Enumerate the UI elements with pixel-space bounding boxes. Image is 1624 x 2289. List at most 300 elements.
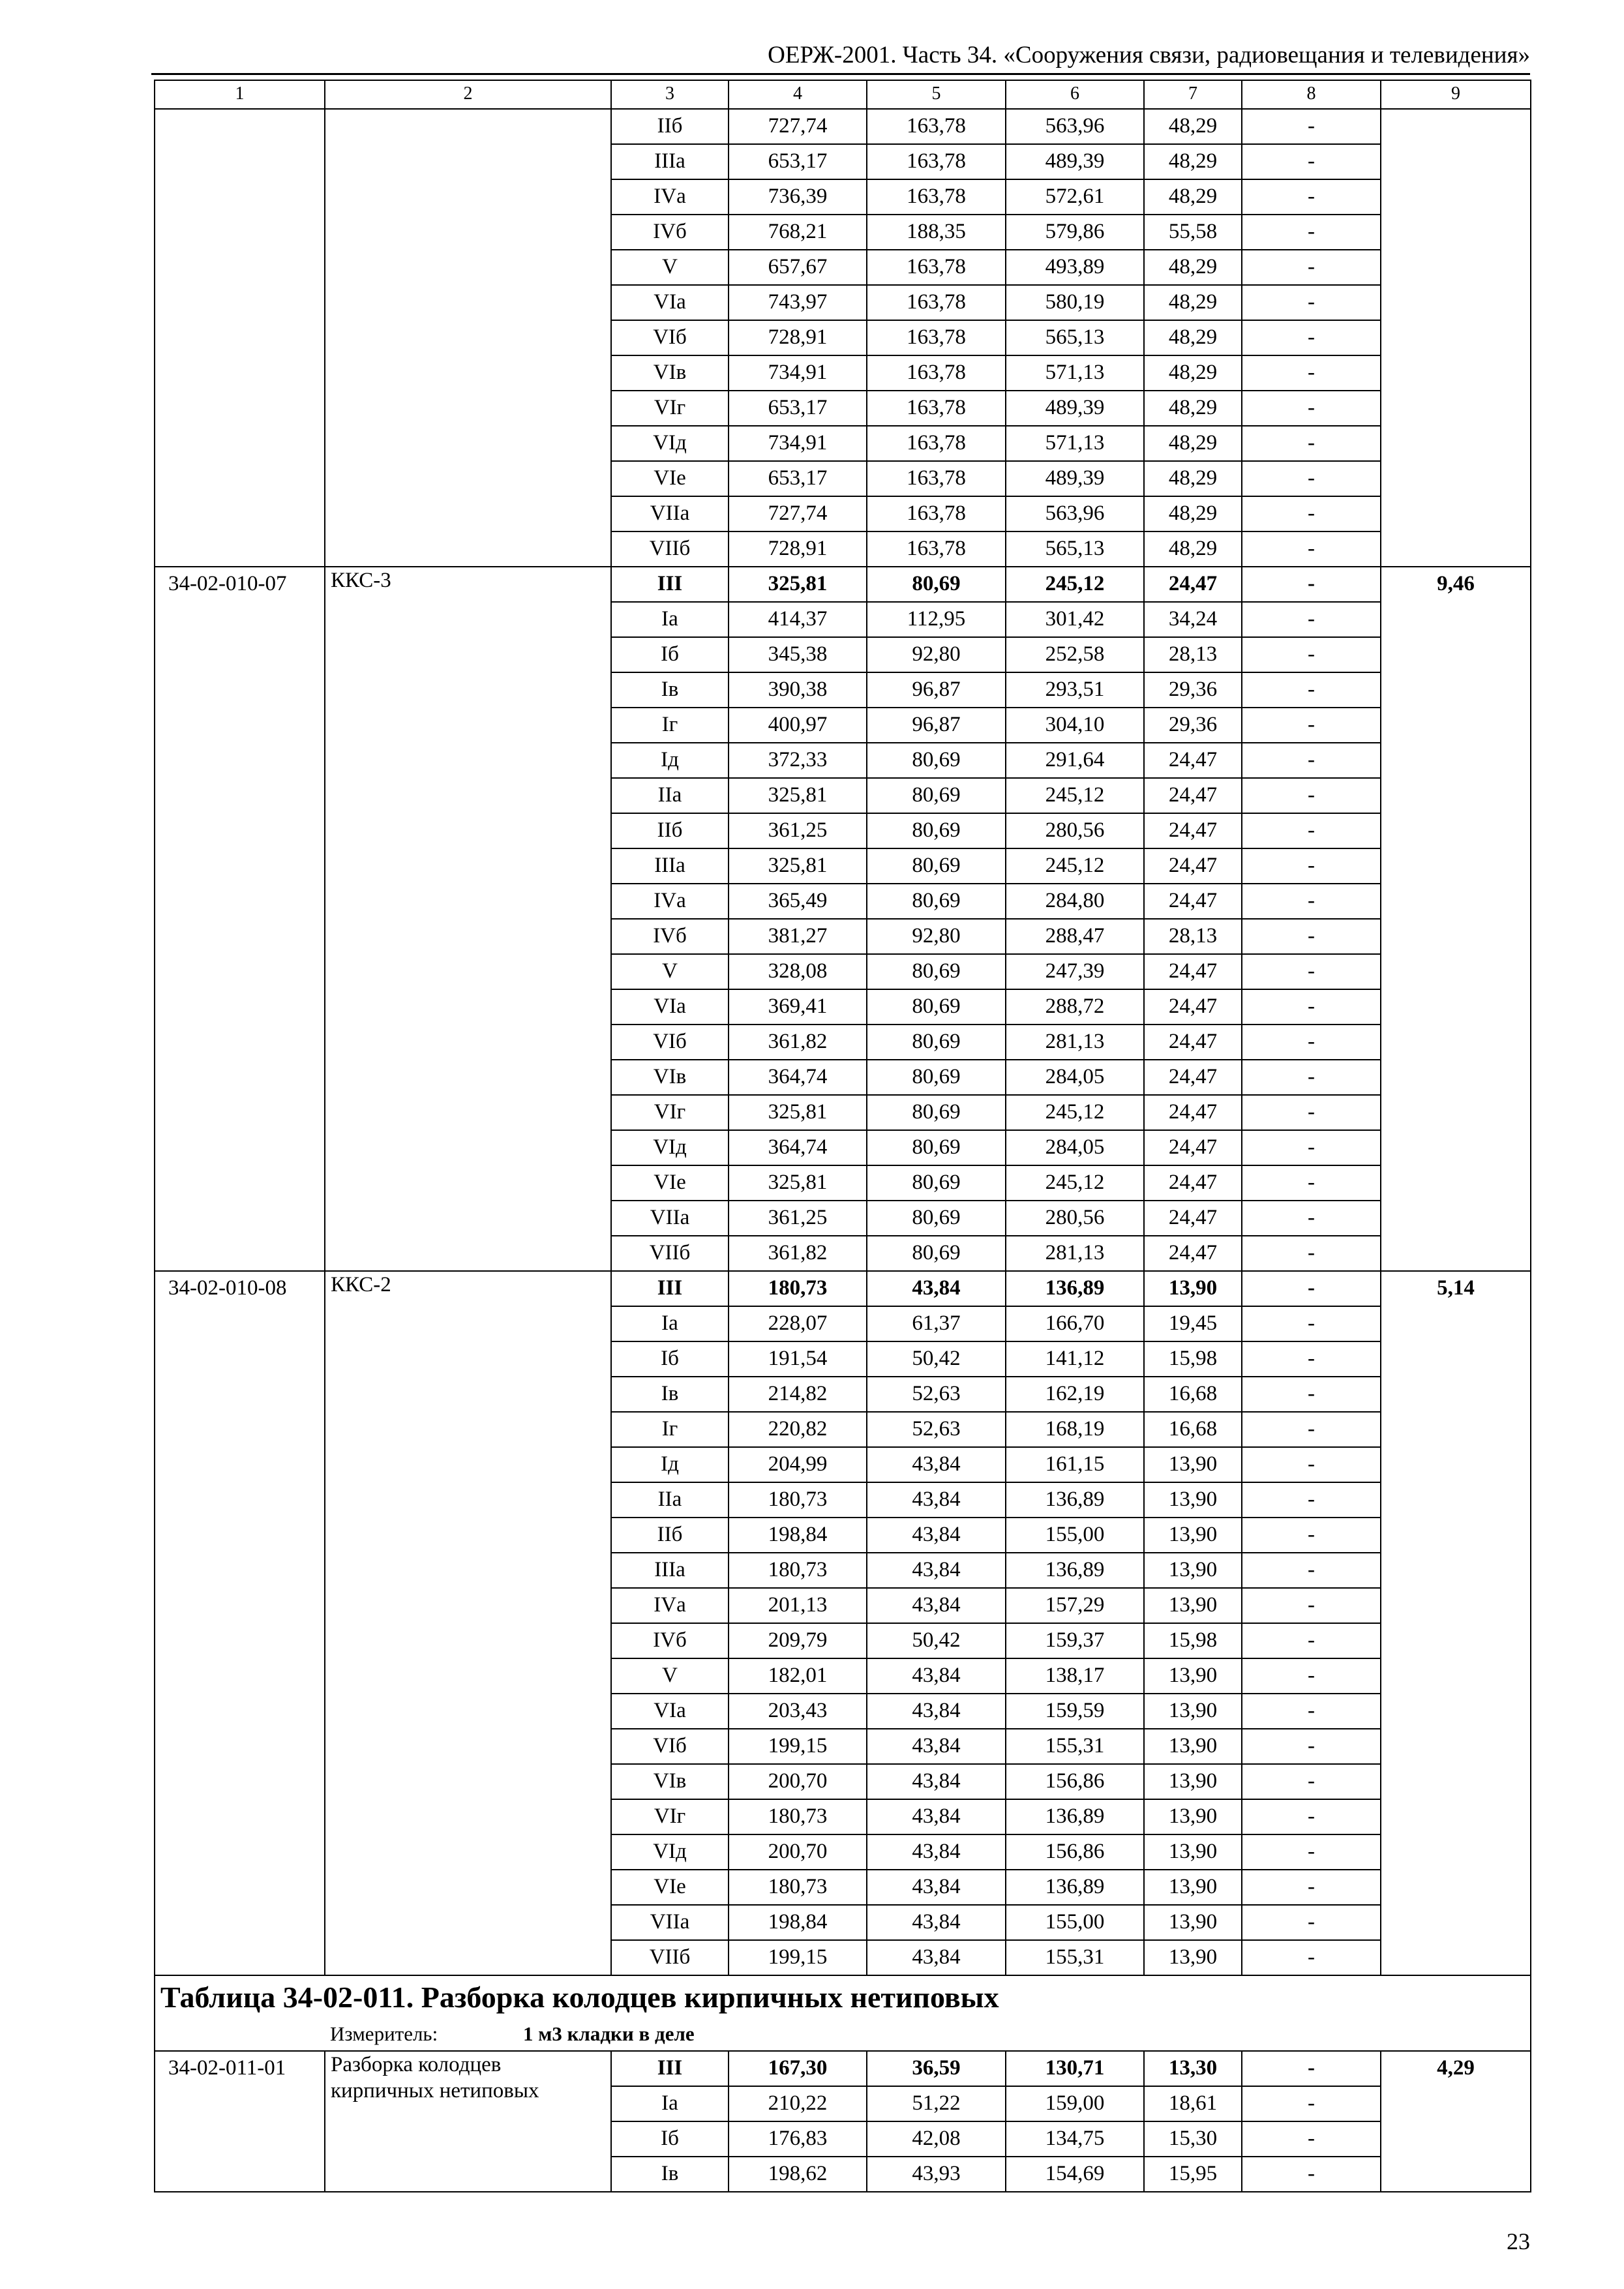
table-cell: 369,41 bbox=[729, 989, 867, 1025]
table-cell: 325,81 bbox=[729, 567, 867, 602]
table-cell: III bbox=[611, 2051, 729, 2086]
table-cell: 653,17 bbox=[729, 461, 867, 496]
measure-cell bbox=[155, 2019, 1531, 2051]
table-cell: 43,84 bbox=[867, 1694, 1006, 1729]
table-cell: - bbox=[1242, 1553, 1381, 1588]
table-cell: 48,29 bbox=[1144, 144, 1242, 179]
measure-label: Измеритель: bbox=[330, 2022, 438, 2045]
table-cell: - bbox=[1242, 2121, 1381, 2157]
table-cell: 42,08 bbox=[867, 2121, 1006, 2157]
table-cell: VIг bbox=[611, 1095, 729, 1130]
table-cell: 180,73 bbox=[729, 1482, 867, 1518]
table-cell: - bbox=[1242, 1271, 1381, 1306]
table-cell: IIа bbox=[611, 1482, 729, 1518]
table-cell: 400,97 bbox=[729, 708, 867, 743]
table-cell: 80,69 bbox=[867, 1236, 1006, 1271]
table-cell: 24,47 bbox=[1144, 567, 1242, 602]
table-cell: 163,78 bbox=[867, 250, 1006, 285]
table-cell: 180,73 bbox=[729, 1870, 867, 1905]
table-cell: VIIа bbox=[611, 1201, 729, 1236]
table-cell: - bbox=[1242, 1165, 1381, 1201]
table-cell: 365,49 bbox=[729, 884, 867, 919]
table-cell: - bbox=[1242, 109, 1381, 144]
table-cell: 18,61 bbox=[1144, 2086, 1242, 2121]
table-cell: - bbox=[1242, 884, 1381, 919]
table-cell: - bbox=[1242, 778, 1381, 813]
table-cell: 180,73 bbox=[729, 1799, 867, 1834]
table-cell: Iб bbox=[611, 2121, 729, 2157]
table-cell: 180,73 bbox=[729, 1271, 867, 1306]
table-title-row bbox=[155, 1975, 1531, 2019]
table-cell: 163,78 bbox=[867, 531, 1006, 567]
table-cell: 565,13 bbox=[1006, 531, 1144, 567]
table-cell: IVб bbox=[611, 919, 729, 954]
table-cell: - bbox=[1242, 1588, 1381, 1623]
table-cell: 301,42 bbox=[1006, 602, 1144, 637]
table-cell: - bbox=[1242, 320, 1381, 355]
table-cell: 13,90 bbox=[1144, 1870, 1242, 1905]
table-cell: IIIа bbox=[611, 1553, 729, 1588]
table-cell: 80,69 bbox=[867, 778, 1006, 813]
table-cell: 48,29 bbox=[1144, 531, 1242, 567]
column-number: 5 bbox=[867, 80, 1006, 109]
table-cell: VIв bbox=[611, 1764, 729, 1799]
table-cell: Iг bbox=[611, 708, 729, 743]
table-cell: 727,74 bbox=[729, 496, 867, 531]
table-cell: 228,07 bbox=[729, 1306, 867, 1341]
table-cell: - bbox=[1242, 1799, 1381, 1834]
table-cell: - bbox=[1242, 1377, 1381, 1412]
table-cell: 156,86 bbox=[1006, 1764, 1144, 1799]
table-cell: VIе bbox=[611, 1870, 729, 1905]
table-cell: 161,15 bbox=[1006, 1447, 1144, 1482]
table-cell: 29,36 bbox=[1144, 708, 1242, 743]
table-cell: VIб bbox=[611, 1025, 729, 1060]
table-cell: 136,89 bbox=[1006, 1870, 1144, 1905]
table-cell: 361,82 bbox=[729, 1236, 867, 1271]
table-cell: - bbox=[1242, 1095, 1381, 1130]
table-cell: 163,78 bbox=[867, 461, 1006, 496]
table-cell: 280,56 bbox=[1006, 1201, 1144, 1236]
table-cell: 198,84 bbox=[729, 1905, 867, 1940]
table-cell: 92,80 bbox=[867, 919, 1006, 954]
table-cell: VIIа bbox=[611, 1905, 729, 1940]
table-cell: 43,84 bbox=[867, 1940, 1006, 1975]
table-cell: 48,29 bbox=[1144, 391, 1242, 426]
table-cell: V bbox=[611, 250, 729, 285]
table-cell: 163,78 bbox=[867, 285, 1006, 320]
table-cell: 167,30 bbox=[729, 2051, 867, 2086]
table-cell: 13,90 bbox=[1144, 1694, 1242, 1729]
table-cell: 51,22 bbox=[867, 2086, 1006, 2121]
table-cell: - bbox=[1242, 708, 1381, 743]
table-cell: Iб bbox=[611, 1341, 729, 1377]
table-cell: 728,91 bbox=[729, 531, 867, 567]
rate-code: 34-02-011-01 bbox=[155, 2051, 325, 2192]
table-cell: 13,90 bbox=[1144, 1940, 1242, 1975]
table-cell: 34,24 bbox=[1144, 602, 1242, 637]
table-cell: - bbox=[1242, 1306, 1381, 1341]
table-cell: 163,78 bbox=[867, 496, 1006, 531]
table-cell: 15,95 bbox=[1144, 2157, 1242, 2192]
table-cell: 247,39 bbox=[1006, 954, 1144, 989]
table-cell: 163,78 bbox=[867, 144, 1006, 179]
table-cell: 24,47 bbox=[1144, 848, 1242, 884]
table-cell: 563,96 bbox=[1006, 109, 1144, 144]
table-cell: 141,12 bbox=[1006, 1341, 1144, 1377]
table-cell: - bbox=[1242, 1482, 1381, 1518]
table-cell: 743,97 bbox=[729, 285, 867, 320]
table-cell: 198,84 bbox=[729, 1518, 867, 1553]
table-cell: Iг bbox=[611, 1412, 729, 1447]
table-cell: - bbox=[1242, 567, 1381, 602]
table-cell: - bbox=[1242, 1834, 1381, 1870]
table-cell: - bbox=[1242, 1905, 1381, 1940]
table-cell: 50,42 bbox=[867, 1341, 1006, 1377]
table-cell: 24,47 bbox=[1144, 1236, 1242, 1271]
table-cell: - bbox=[1242, 2157, 1381, 2192]
table-cell: 214,82 bbox=[729, 1377, 867, 1412]
table-cell: 80,69 bbox=[867, 1130, 1006, 1165]
table-cell: 13,30 bbox=[1144, 2051, 1242, 2086]
table-cell: 43,84 bbox=[867, 1834, 1006, 1870]
table-cell: - bbox=[1242, 355, 1381, 391]
table-cell: - bbox=[1242, 1412, 1381, 1447]
table-cell: 43,84 bbox=[867, 1482, 1006, 1518]
table-cell: 112,95 bbox=[867, 602, 1006, 637]
column-number-row bbox=[155, 80, 1531, 109]
table-cell: - bbox=[1242, 215, 1381, 250]
table-cell: - bbox=[1242, 285, 1381, 320]
table-cell: 80,69 bbox=[867, 1095, 1006, 1130]
table-cell: 130,71 bbox=[1006, 2051, 1144, 2086]
table-cell: 281,13 bbox=[1006, 1236, 1144, 1271]
table-cell: IIIа bbox=[611, 144, 729, 179]
table-cell: 168,19 bbox=[1006, 1412, 1144, 1447]
table-cell: 579,86 bbox=[1006, 215, 1144, 250]
measure-line bbox=[155, 2019, 1530, 2049]
table-cell: 245,12 bbox=[1006, 778, 1144, 813]
table-cell: 48,29 bbox=[1144, 496, 1242, 531]
rates-table bbox=[154, 80, 1531, 2192]
table-cell: - bbox=[1242, 989, 1381, 1025]
table-row bbox=[155, 2051, 1531, 2086]
table-row bbox=[155, 567, 1531, 602]
table-cell: 284,05 bbox=[1006, 1060, 1144, 1095]
table-cell: 734,91 bbox=[729, 355, 867, 391]
table-cell: VIIб bbox=[611, 1940, 729, 1975]
table-cell: 136,89 bbox=[1006, 1553, 1144, 1588]
table-cell: 163,78 bbox=[867, 355, 1006, 391]
table-cell: 43,84 bbox=[867, 1870, 1006, 1905]
table-cell: 156,86 bbox=[1006, 1834, 1144, 1870]
table-cell: - bbox=[1242, 1518, 1381, 1553]
table-cell: - bbox=[1242, 391, 1381, 426]
table-cell: 13,90 bbox=[1144, 1588, 1242, 1623]
table-cell: 293,51 bbox=[1006, 672, 1144, 708]
column-number: 8 bbox=[1242, 80, 1381, 109]
rate-name bbox=[325, 109, 611, 567]
rate-name: Разборка колодцев кирпичных нетиповых bbox=[325, 2051, 611, 2192]
table-cell: Iа bbox=[611, 602, 729, 637]
table-cell: 52,63 bbox=[867, 1412, 1006, 1447]
table-cell: 288,47 bbox=[1006, 919, 1144, 954]
column-number: 1 bbox=[155, 80, 325, 109]
table-cell: Iв bbox=[611, 672, 729, 708]
table-cell: 13,90 bbox=[1144, 1482, 1242, 1518]
table-cell: IVа bbox=[611, 179, 729, 215]
table-cell: 28,13 bbox=[1144, 637, 1242, 672]
table-cell: 43,84 bbox=[867, 1447, 1006, 1482]
table-title-cell bbox=[155, 1975, 1531, 2019]
table-cell: 176,83 bbox=[729, 2121, 867, 2157]
table-cell: - bbox=[1242, 1130, 1381, 1165]
table-cell: 24,47 bbox=[1144, 1095, 1242, 1130]
table-cell: 15,30 bbox=[1144, 2121, 1242, 2157]
table-cell: 209,79 bbox=[729, 1623, 867, 1658]
table-cell: 13,90 bbox=[1144, 1764, 1242, 1799]
column-number: 3 bbox=[611, 80, 729, 109]
table-cell: - bbox=[1242, 1341, 1381, 1377]
table-cell: 43,84 bbox=[867, 1764, 1006, 1799]
table-cell: 565,13 bbox=[1006, 320, 1144, 355]
table-cell: 768,21 bbox=[729, 215, 867, 250]
table-cell: 163,78 bbox=[867, 109, 1006, 144]
table-row bbox=[155, 1271, 1531, 1306]
table-cell: 325,81 bbox=[729, 1095, 867, 1130]
table-cell: - bbox=[1242, 813, 1381, 848]
table-cell: 571,13 bbox=[1006, 355, 1144, 391]
table-cell: 159,00 bbox=[1006, 2086, 1144, 2121]
table-cell: 162,19 bbox=[1006, 1377, 1144, 1412]
table-cell: 328,08 bbox=[729, 954, 867, 989]
table-cell: 48,29 bbox=[1144, 250, 1242, 285]
table-cell: 281,13 bbox=[1006, 1025, 1144, 1060]
table-cell: 36,59 bbox=[867, 2051, 1006, 2086]
table-cell: VIа bbox=[611, 285, 729, 320]
table-cell: 563,96 bbox=[1006, 496, 1144, 531]
table-cell: 280,56 bbox=[1006, 813, 1144, 848]
table-cell: 657,67 bbox=[729, 250, 867, 285]
table-cell: 24,47 bbox=[1144, 813, 1242, 848]
table-cell: 138,17 bbox=[1006, 1658, 1144, 1694]
column-number: 4 bbox=[729, 80, 867, 109]
table-cell: - bbox=[1242, 426, 1381, 461]
table-cell: - bbox=[1242, 1201, 1381, 1236]
table-cell: 43,84 bbox=[867, 1729, 1006, 1764]
rate-name: ККС-3 bbox=[325, 567, 611, 1271]
table-cell: - bbox=[1242, 1764, 1381, 1799]
table-cell: 24,47 bbox=[1144, 1165, 1242, 1201]
table-cell: IIб bbox=[611, 1518, 729, 1553]
table-cell: 50,42 bbox=[867, 1623, 1006, 1658]
rate-code: 34-02-010-07 bbox=[155, 567, 325, 1271]
table-cell: 288,72 bbox=[1006, 989, 1144, 1025]
table-cell: 291,64 bbox=[1006, 743, 1144, 778]
header-rule bbox=[151, 73, 1530, 75]
table-cell: 727,74 bbox=[729, 109, 867, 144]
table-cell: 414,37 bbox=[729, 602, 867, 637]
table-cell: 96,87 bbox=[867, 708, 1006, 743]
labor-total: 5,14 bbox=[1381, 1271, 1531, 1975]
table-cell: 80,69 bbox=[867, 567, 1006, 602]
table-cell: 24,47 bbox=[1144, 778, 1242, 813]
column-number: 2 bbox=[325, 80, 611, 109]
table-cell: - bbox=[1242, 672, 1381, 708]
table-cell: - bbox=[1242, 848, 1381, 884]
table-cell: 154,69 bbox=[1006, 2157, 1144, 2192]
table-cell: 13,90 bbox=[1144, 1271, 1242, 1306]
table-cell: 24,47 bbox=[1144, 743, 1242, 778]
table-cell: 15,98 bbox=[1144, 1341, 1242, 1377]
measure-value: 1 м3 кладки в деле bbox=[523, 2022, 695, 2045]
measure-row bbox=[155, 2019, 1531, 2051]
table-cell: 245,12 bbox=[1006, 567, 1144, 602]
table-cell: IIб bbox=[611, 813, 729, 848]
table-cell: 734,91 bbox=[729, 426, 867, 461]
table-cell: 92,80 bbox=[867, 637, 1006, 672]
table-cell: IIIа bbox=[611, 848, 729, 884]
table-cell: 80,69 bbox=[867, 1060, 1006, 1095]
table-cell: 61,37 bbox=[867, 1306, 1006, 1341]
table-cell: - bbox=[1242, 1060, 1381, 1095]
table-cell: 13,90 bbox=[1144, 1447, 1242, 1482]
table-cell: 284,80 bbox=[1006, 884, 1144, 919]
table-cell: 390,38 bbox=[729, 672, 867, 708]
table-cell: 493,89 bbox=[1006, 250, 1144, 285]
table-cell: 163,78 bbox=[867, 391, 1006, 426]
table-cell: 24,47 bbox=[1144, 1130, 1242, 1165]
table-cell: IVа bbox=[611, 1588, 729, 1623]
table-cell: 201,13 bbox=[729, 1588, 867, 1623]
table-cell: 136,89 bbox=[1006, 1271, 1144, 1306]
table-cell: 43,84 bbox=[867, 1553, 1006, 1588]
table-cell: 325,81 bbox=[729, 1165, 867, 1201]
table-cell: 188,35 bbox=[867, 215, 1006, 250]
table-cell: 80,69 bbox=[867, 884, 1006, 919]
table-cell: 16,68 bbox=[1144, 1377, 1242, 1412]
table-cell: - bbox=[1242, 179, 1381, 215]
column-number: 9 bbox=[1381, 80, 1531, 109]
table-cell: III bbox=[611, 567, 729, 602]
table-cell: Iа bbox=[611, 1306, 729, 1341]
table-cell: 220,82 bbox=[729, 1412, 867, 1447]
table-cell: 155,31 bbox=[1006, 1940, 1144, 1975]
table-cell: - bbox=[1242, 1447, 1381, 1482]
table-cell: IIб bbox=[611, 109, 729, 144]
table-cell: 163,78 bbox=[867, 320, 1006, 355]
table-cell: 203,43 bbox=[729, 1694, 867, 1729]
table-cell: VIб bbox=[611, 1729, 729, 1764]
table-cell: 284,05 bbox=[1006, 1130, 1144, 1165]
table-cell: 653,17 bbox=[729, 144, 867, 179]
table-cell: 28,13 bbox=[1144, 919, 1242, 954]
table-cell: - bbox=[1242, 1623, 1381, 1658]
table-cell: 204,99 bbox=[729, 1447, 867, 1482]
table-cell: 80,69 bbox=[867, 813, 1006, 848]
table-cell: 653,17 bbox=[729, 391, 867, 426]
table-cell: - bbox=[1242, 461, 1381, 496]
table-cell: 159,59 bbox=[1006, 1694, 1144, 1729]
table-cell: 48,29 bbox=[1144, 109, 1242, 144]
table-cell: - bbox=[1242, 1729, 1381, 1764]
rate-code bbox=[155, 109, 325, 567]
table-cell: Iа bbox=[611, 2086, 729, 2121]
table-cell: 304,10 bbox=[1006, 708, 1144, 743]
table-cell: Iв bbox=[611, 2157, 729, 2192]
labor-total: 9,46 bbox=[1381, 567, 1531, 1271]
table-cell: - bbox=[1242, 1870, 1381, 1905]
table-cell: 361,25 bbox=[729, 813, 867, 848]
table-cell: VIв bbox=[611, 1060, 729, 1095]
table-cell: 43,93 bbox=[867, 2157, 1006, 2192]
running-header: ОЕРЖ-2001. Часть 34. «Сооружения связи, радиовещания и телевидения» bbox=[768, 42, 1530, 68]
table-cell: - bbox=[1242, 250, 1381, 285]
table-cell: 13,90 bbox=[1144, 1799, 1242, 1834]
table-cell: - bbox=[1242, 144, 1381, 179]
table-cell: 16,68 bbox=[1144, 1412, 1242, 1447]
table-cell: 80,69 bbox=[867, 743, 1006, 778]
table-cell: 13,90 bbox=[1144, 1658, 1242, 1694]
table-cell: 572,61 bbox=[1006, 179, 1144, 215]
table-cell: 24,47 bbox=[1144, 1060, 1242, 1095]
table-cell: 80,69 bbox=[867, 1165, 1006, 1201]
table-cell: IVб bbox=[611, 1623, 729, 1658]
table-cell: 361,82 bbox=[729, 1025, 867, 1060]
table-cell: 361,25 bbox=[729, 1201, 867, 1236]
table-cell: Iб bbox=[611, 637, 729, 672]
table-cell: 48,29 bbox=[1144, 461, 1242, 496]
table-cell: 200,70 bbox=[729, 1834, 867, 1870]
table-cell: 43,84 bbox=[867, 1518, 1006, 1553]
table-cell: - bbox=[1242, 954, 1381, 989]
table-cell: - bbox=[1242, 1940, 1381, 1975]
table-cell: 200,70 bbox=[729, 1764, 867, 1799]
table-cell: 15,98 bbox=[1144, 1623, 1242, 1658]
table-cell: VIе bbox=[611, 461, 729, 496]
table-cell: 48,29 bbox=[1144, 179, 1242, 215]
table-cell: 736,39 bbox=[729, 179, 867, 215]
table-cell: 489,39 bbox=[1006, 391, 1144, 426]
table-cell: 43,84 bbox=[867, 1905, 1006, 1940]
table-cell: VIа bbox=[611, 1694, 729, 1729]
table-cell: 210,22 bbox=[729, 2086, 867, 2121]
table-cell: 364,74 bbox=[729, 1130, 867, 1165]
table-cell: - bbox=[1242, 919, 1381, 954]
table-cell: 80,69 bbox=[867, 1201, 1006, 1236]
table-row bbox=[155, 109, 1531, 144]
table-cell: 13,90 bbox=[1144, 1905, 1242, 1940]
table-cell: 163,78 bbox=[867, 179, 1006, 215]
table-cell: 80,69 bbox=[867, 848, 1006, 884]
column-number: 7 bbox=[1144, 80, 1242, 109]
table-cell: 134,75 bbox=[1006, 2121, 1144, 2157]
table-cell: VIд bbox=[611, 426, 729, 461]
table-cell: 48,29 bbox=[1144, 320, 1242, 355]
table-cell: 80,69 bbox=[867, 954, 1006, 989]
table-cell: 24,47 bbox=[1144, 1025, 1242, 1060]
table-cell: - bbox=[1242, 1025, 1381, 1060]
table-cell: 43,84 bbox=[867, 1799, 1006, 1834]
table-cell: 48,29 bbox=[1144, 355, 1242, 391]
table-cell: - bbox=[1242, 2086, 1381, 2121]
table-cell: 43,84 bbox=[867, 1271, 1006, 1306]
table-cell: 325,81 bbox=[729, 778, 867, 813]
table-cell: VIв bbox=[611, 355, 729, 391]
table-cell: - bbox=[1242, 743, 1381, 778]
table-cell: IVб bbox=[611, 215, 729, 250]
table-cell: 155,00 bbox=[1006, 1518, 1144, 1553]
